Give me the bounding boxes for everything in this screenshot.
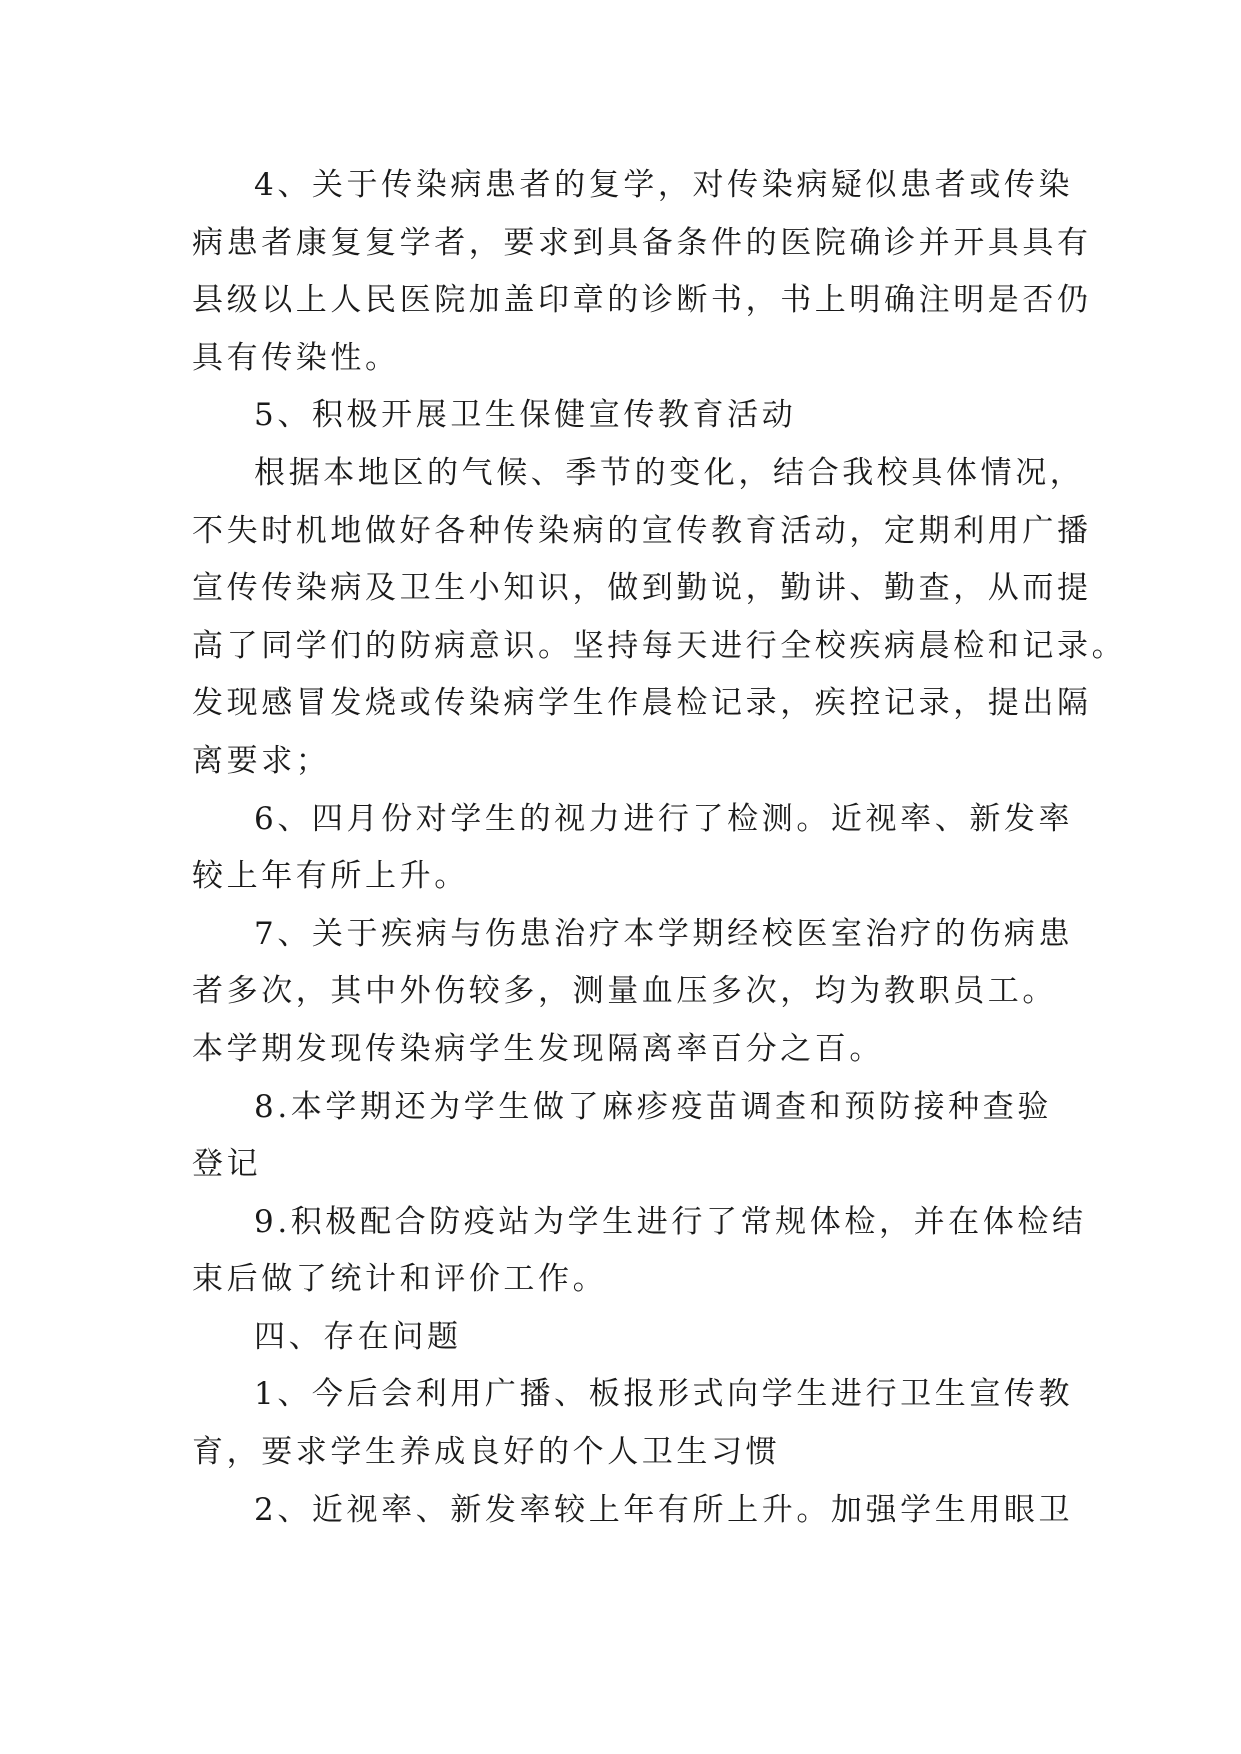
text-line: 四、存在问题 xyxy=(254,1318,462,1355)
text-line: 病患者康复复学者，要求到具备条件的医院确诊并开具具有 xyxy=(192,224,1092,261)
text-line: 2、近视率、新发率较上年有所上升。加强学生用眼卫 xyxy=(254,1491,1074,1528)
text-line: 具有传染性。 xyxy=(192,339,400,376)
text-line: 登记 xyxy=(192,1146,262,1183)
text-line: 发现感冒发烧或传染病学生作晨检记录，疾控记录，提出隔 xyxy=(192,685,1092,722)
text-line: 7、关于疾病与伤患治疗本学期经校医室治疗的伤病患 xyxy=(254,915,1074,952)
paragraph-item-4 xyxy=(192,157,1092,387)
text-line: 不失时机地做好各种传染病的宣传教育活动，定期利用广播 xyxy=(192,512,1092,549)
text-line: 根据本地区的气候、季节的变化，结合我校具体情况， xyxy=(254,454,1085,491)
paragraph-problem-2 xyxy=(192,1482,1074,1540)
text-line: 高了同学们的防病意识。坚持每天进行全校疾病晨检和记录。 xyxy=(192,627,1127,664)
text-line: 9.积极配合防疫站为学生进行了常规体检，并在体检结 xyxy=(254,1203,1087,1240)
text-line: 束后做了统计和评价工作。 xyxy=(192,1261,608,1298)
paragraph-item-7 xyxy=(192,906,1074,1079)
paragraph-problem-1 xyxy=(192,1366,1074,1481)
text-line: 育，要求学生养成良好的个人卫生习惯 xyxy=(192,1434,781,1471)
text-line: 本学期发现传染病学生发现隔离率百分之百。 xyxy=(192,1030,884,1067)
text-line: 6、四月份对学生的视力进行了检测。近视率、新发率 xyxy=(254,800,1074,837)
text-line: 离要求； xyxy=(192,742,331,779)
section-heading-problems xyxy=(192,1309,1052,1367)
paragraph-item-5-heading xyxy=(192,387,1052,445)
text-line: 宣传传染病及卫生小知识，做到勤说，勤讲、勤查，从而提 xyxy=(192,570,1092,607)
text-line: 较上年有所上升。 xyxy=(192,858,469,895)
text-line: 县级以上人民医院加盖印章的诊断书，书上明确注明是否仍 xyxy=(192,282,1092,319)
text-line: 4、关于传染病患者的复学，对传染病疑似患者或传染 xyxy=(254,167,1074,203)
paragraph-item-5-body xyxy=(192,445,1127,791)
text-line: 8.本学期还为学生做了麻疹疫苗调查和预防接种查验 xyxy=(254,1088,1052,1125)
document-body xyxy=(192,157,1127,1539)
text-line: 1、今后会利用广播、板报形式向学生进行卫生宣传教 xyxy=(254,1376,1074,1413)
paragraph-item-8 xyxy=(192,1079,1052,1194)
text-line: 者多次，其中外伤较多，测量血压多次，均为教职员工。 xyxy=(192,973,1057,1010)
text-line: 5、积极开展卫生保健宣传教育活动 xyxy=(254,397,797,434)
paragraph-item-6 xyxy=(192,791,1074,906)
paragraph-item-9 xyxy=(192,1194,1087,1309)
